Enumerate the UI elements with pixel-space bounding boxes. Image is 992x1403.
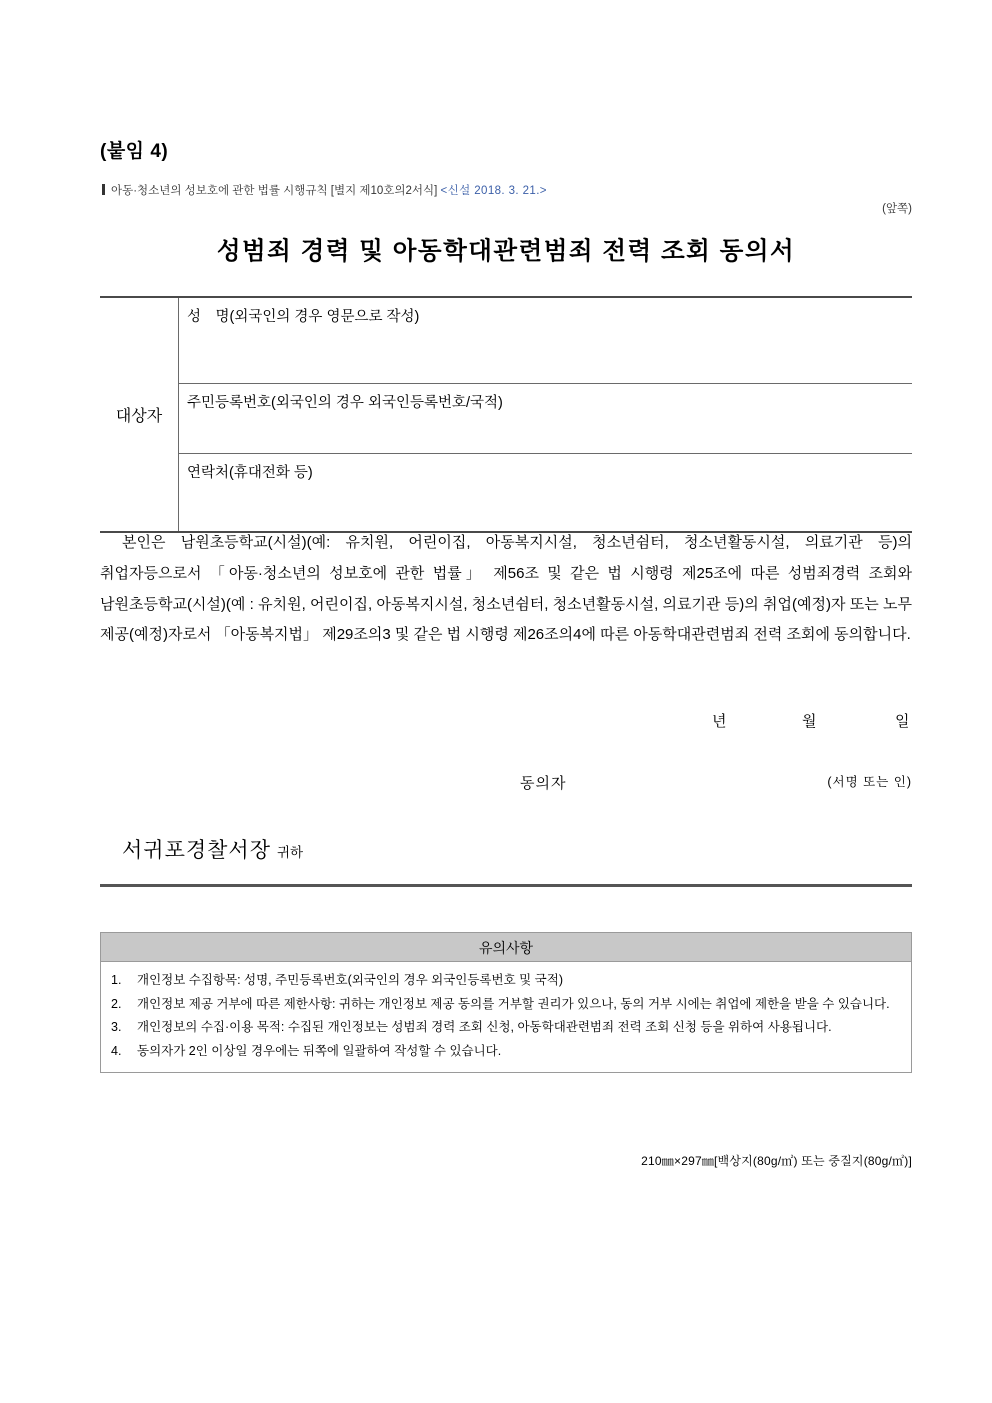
signer-label: 동의자 — [520, 775, 567, 792]
table-row-label: 대상자 — [100, 297, 179, 532]
list-item — [111, 994, 901, 1016]
notice-item-text: 개인정보 제공 거부에 따른 제한사항: 귀하는 개인정보 제공 동의를 거부할 권리가 있으나, 동의 거부 시에는 취업에 제한을 받을 수 있습니다. — [137, 996, 890, 1011]
form-reference — [102, 182, 547, 198]
field-name-label: 성 명(외국인의 경우 영문으로 작성) — [179, 297, 913, 384]
notice-item-number: 4. — [111, 1043, 122, 1058]
paper-specification: 210㎜×297㎜[백상지(80g/㎡) 또는 중질지(80g/㎡)] — [641, 1154, 912, 1168]
notice-item-text: 개인정보 수집항목: 성명, 주민등록번호(외국인의 경우 외국인등록번호 및 국적) — [137, 973, 563, 987]
date-year-label: 년 — [712, 713, 727, 730]
section-divider — [100, 884, 912, 887]
table-row — [100, 297, 912, 384]
notice-item-number: 3. — [111, 1020, 122, 1034]
notice-item-text: 동의자가 2인 이상일 경우에는 뒤쪽에 일괄하여 작성할 수 있습니다. — [137, 1043, 502, 1058]
notice-item-number: 2. — [111, 996, 122, 1011]
list-item — [111, 1041, 901, 1063]
page-side-note: (앞쪽) — [882, 203, 912, 215]
notice-item-text: 개인정보의 수집·이용 목적: 수집된 개인정보는 성범죄 경력 조회 신청, 아동학대관련범죄 전력 조회 신청 등을 위하여 사용됩니다. — [137, 1020, 832, 1034]
addressee-suffix: 귀하 — [277, 845, 304, 860]
table-row — [100, 454, 912, 533]
field-contact-label: 연락처(휴대전화 등) — [179, 454, 913, 533]
subject-info-table — [100, 296, 912, 533]
signature-note: (서명 또는 인) — [827, 775, 912, 789]
list-item — [111, 1017, 901, 1039]
list-item — [111, 970, 901, 992]
notice-heading: 유의사항 — [100, 932, 912, 962]
table-row — [100, 384, 912, 454]
bullet-bar-icon — [102, 184, 105, 195]
form-reference-text: 아동·청소년의 성보호에 관한 법률 시행규칙 [별지 제10호의2서식] — [111, 185, 438, 197]
form-reference-new: <신설 2018. 3. 21.> — [440, 185, 547, 197]
notice-body — [100, 962, 912, 1073]
field-rrn-label: 주민등록번호(외국인의 경우 외국인등록번호/국적) — [179, 384, 913, 454]
date-day-label: 일 — [895, 713, 910, 730]
page-title: 성범죄 경력 및 아동학대관련범죄 전력 조회 동의서 — [216, 238, 796, 265]
consent-body-text: 본인은 남원초등학교(시설)(예: 유치원, 어린이집, 아동복지시설, 청소년쉼터, 청소년활동시설, 의료기관 등)의 취업자등으로서 「아동·청소년의 성보호에 관한 법률」 제56조 및 같은 법 시행령 제25조에 따른 성범죄경력 조회와 남원초등학교(시설)(예 : 유치원, 어린이집, 아동복지시설, 청소년쉼터, 청소년활동시설, 의료기관 등)의 취업(예정)자 또는 노무 제공(예정)자로서 「아동복지법」 제29조의3 및 같은 법 시행령 제26조의4에 따른 아동학대관련범죄 전력 조회에 동의합니다. — [100, 534, 912, 644]
addressee — [122, 834, 303, 864]
date-month-label: 월 — [802, 713, 817, 730]
notice-item-number: 1. — [111, 973, 122, 987]
attachment-label: (붙임 4) — [100, 141, 169, 162]
addressee-name: 서귀포경찰서장 — [122, 839, 272, 862]
